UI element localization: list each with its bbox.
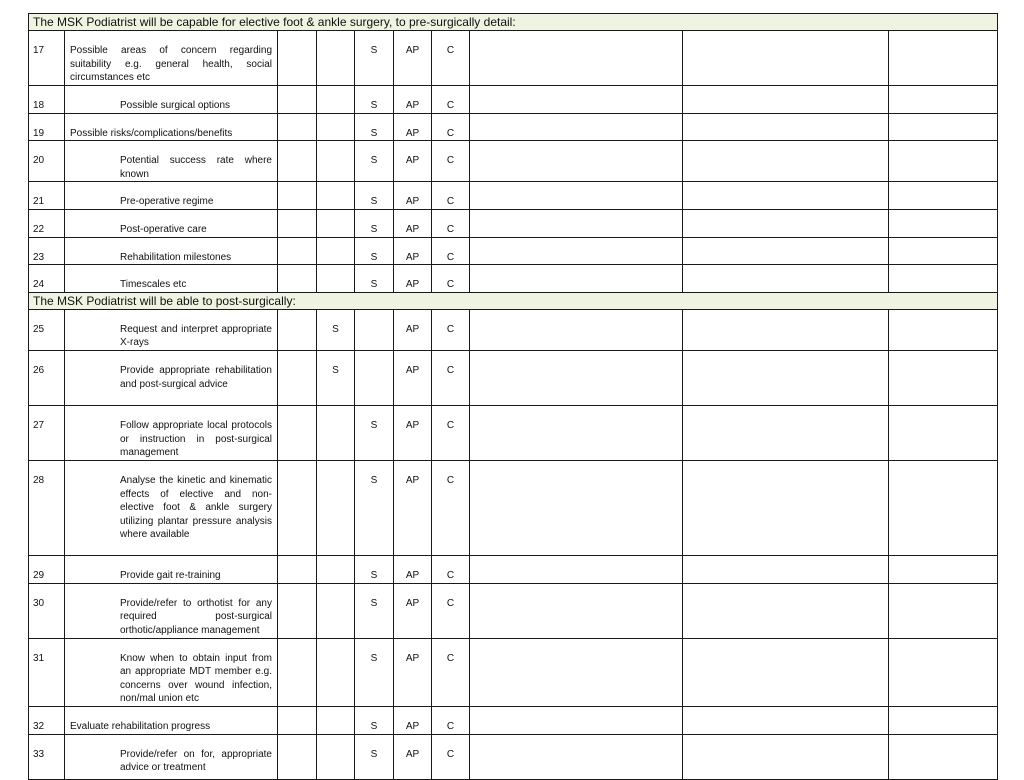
evidence-cell bbox=[470, 209, 683, 237]
item-number: 29 bbox=[29, 555, 65, 583]
level-cell-c: C bbox=[432, 31, 470, 86]
comments-cell bbox=[683, 350, 889, 405]
table-row bbox=[29, 113, 998, 141]
level-cell-b: S bbox=[355, 405, 394, 460]
blank-cell bbox=[278, 182, 317, 210]
level-cell-ap: AP bbox=[394, 706, 432, 734]
item-number: 20 bbox=[29, 141, 65, 182]
level-cell-a: S bbox=[317, 309, 355, 350]
level-cell-b: S bbox=[355, 209, 394, 237]
item-description: Potential success rate where known bbox=[65, 141, 278, 182]
section-header bbox=[29, 292, 998, 309]
level-cell-b bbox=[355, 350, 394, 405]
level-cell-a bbox=[317, 113, 355, 141]
signoff-cell bbox=[889, 265, 998, 293]
level-cell-a bbox=[317, 706, 355, 734]
level-cell-b: S bbox=[355, 460, 394, 555]
level-cell-ap: AP bbox=[394, 141, 432, 182]
comments-cell bbox=[683, 31, 889, 86]
item-number: 17 bbox=[29, 31, 65, 86]
signoff-cell bbox=[889, 86, 998, 114]
signoff-cell bbox=[889, 309, 998, 350]
level-cell-a bbox=[317, 460, 355, 555]
evidence-cell bbox=[470, 141, 683, 182]
level-cell-ap: AP bbox=[394, 405, 432, 460]
item-description: Possible risks/complications/benefits bbox=[65, 113, 278, 141]
comments-cell bbox=[683, 638, 889, 706]
item-description: Provide/refer on for, appropriate advice or treatment bbox=[65, 734, 278, 779]
table-row bbox=[29, 734, 998, 779]
level-cell-ap: AP bbox=[394, 460, 432, 555]
signoff-cell bbox=[889, 113, 998, 141]
item-description: Possible areas of concern regarding suitability e.g. general health, social circumstances etc bbox=[65, 31, 278, 86]
level-cell-a bbox=[317, 141, 355, 182]
evidence-cell bbox=[470, 555, 683, 583]
level-cell-c: C bbox=[432, 734, 470, 779]
level-cell-b: S bbox=[355, 141, 394, 182]
level-cell-a bbox=[317, 86, 355, 114]
item-description: Possible surgical options bbox=[65, 86, 278, 114]
item-description: Post-operative care bbox=[65, 209, 278, 237]
signoff-cell bbox=[889, 141, 998, 182]
item-number: 19 bbox=[29, 113, 65, 141]
comments-cell bbox=[683, 309, 889, 350]
evidence-cell bbox=[470, 113, 683, 141]
comments-cell bbox=[683, 209, 889, 237]
table-row bbox=[29, 583, 998, 638]
signoff-cell bbox=[889, 31, 998, 86]
item-number: 25 bbox=[29, 309, 65, 350]
item-number: 28 bbox=[29, 460, 65, 555]
evidence-cell bbox=[470, 638, 683, 706]
signoff-cell bbox=[889, 350, 998, 405]
level-cell-c: C bbox=[432, 460, 470, 555]
item-number: 27 bbox=[29, 405, 65, 460]
evidence-cell bbox=[470, 182, 683, 210]
level-cell-b: S bbox=[355, 706, 394, 734]
level-cell-c: C bbox=[432, 405, 470, 460]
level-cell-b: S bbox=[355, 31, 394, 86]
level-cell-a bbox=[317, 31, 355, 86]
blank-cell bbox=[278, 405, 317, 460]
evidence-cell bbox=[470, 405, 683, 460]
signoff-cell bbox=[889, 706, 998, 734]
comments-cell bbox=[683, 141, 889, 182]
level-cell-c: C bbox=[432, 182, 470, 210]
item-number: 26 bbox=[29, 350, 65, 405]
blank-cell bbox=[278, 350, 317, 405]
level-cell-ap: AP bbox=[394, 734, 432, 779]
competency-table bbox=[28, 13, 998, 780]
level-cell-b: S bbox=[355, 734, 394, 779]
item-description: Pre-operative regime bbox=[65, 182, 278, 210]
evidence-cell bbox=[470, 706, 683, 734]
table-row bbox=[29, 555, 998, 583]
level-cell-a bbox=[317, 182, 355, 210]
level-cell-ap: AP bbox=[394, 265, 432, 293]
item-number: 21 bbox=[29, 182, 65, 210]
evidence-cell bbox=[470, 86, 683, 114]
level-cell-ap: AP bbox=[394, 638, 432, 706]
level-cell-c: C bbox=[432, 113, 470, 141]
level-cell-b: S bbox=[355, 555, 394, 583]
evidence-cell bbox=[470, 265, 683, 293]
signoff-cell bbox=[889, 182, 998, 210]
level-cell-ap: AP bbox=[394, 555, 432, 583]
level-cell-c: C bbox=[432, 309, 470, 350]
comments-cell bbox=[683, 583, 889, 638]
item-number: 31 bbox=[29, 638, 65, 706]
blank-cell bbox=[278, 460, 317, 555]
level-cell-ap: AP bbox=[394, 309, 432, 350]
level-cell-ap: AP bbox=[394, 237, 432, 265]
comments-cell bbox=[683, 86, 889, 114]
level-cell-c: C bbox=[432, 237, 470, 265]
level-cell-b: S bbox=[355, 86, 394, 114]
evidence-cell bbox=[470, 309, 683, 350]
level-cell-a bbox=[317, 555, 355, 583]
level-cell-ap: AP bbox=[394, 350, 432, 405]
blank-cell bbox=[278, 141, 317, 182]
blank-cell bbox=[278, 309, 317, 350]
blank-cell bbox=[278, 583, 317, 638]
level-cell-ap: AP bbox=[394, 583, 432, 638]
comments-cell bbox=[683, 555, 889, 583]
item-number: 22 bbox=[29, 209, 65, 237]
table-row bbox=[29, 706, 998, 734]
item-description: Provide/refer to orthotist for any required post-surgical orthotic/appliance management bbox=[65, 583, 278, 638]
level-cell-c: C bbox=[432, 265, 470, 293]
item-description: Know when to obtain input from an appropriate MDT member e.g. concerns over wound infection, non/mal union etc bbox=[65, 638, 278, 706]
level-cell-a bbox=[317, 734, 355, 779]
item-number: 23 bbox=[29, 237, 65, 265]
signoff-cell bbox=[889, 734, 998, 779]
level-cell-ap: AP bbox=[394, 86, 432, 114]
table-row bbox=[29, 350, 998, 405]
table-row bbox=[29, 31, 998, 86]
blank-cell bbox=[278, 31, 317, 86]
item-number: 32 bbox=[29, 706, 65, 734]
table-row bbox=[29, 141, 998, 182]
level-cell-b: S bbox=[355, 182, 394, 210]
item-description: Rehabilitation milestones bbox=[65, 237, 278, 265]
comments-cell bbox=[683, 405, 889, 460]
item-number: 30 bbox=[29, 583, 65, 638]
level-cell-b bbox=[355, 309, 394, 350]
signoff-cell bbox=[889, 583, 998, 638]
level-cell-b: S bbox=[355, 638, 394, 706]
comments-cell bbox=[683, 460, 889, 555]
signoff-cell bbox=[889, 638, 998, 706]
level-cell-ap: AP bbox=[394, 209, 432, 237]
item-number: 33 bbox=[29, 734, 65, 779]
signoff-cell bbox=[889, 405, 998, 460]
level-cell-b: S bbox=[355, 237, 394, 265]
level-cell-b: S bbox=[355, 265, 394, 293]
blank-cell bbox=[278, 265, 317, 293]
level-cell-c: C bbox=[432, 638, 470, 706]
level-cell-ap: AP bbox=[394, 31, 432, 86]
level-cell-c: C bbox=[432, 209, 470, 237]
signoff-cell bbox=[889, 237, 998, 265]
evidence-cell bbox=[470, 350, 683, 405]
item-description: Follow appropriate local protocols or instruction in post-surgical management bbox=[65, 405, 278, 460]
blank-cell bbox=[278, 638, 317, 706]
signoff-cell bbox=[889, 555, 998, 583]
section-header-text: The MSK Podiatrist will be able to post-surgically: bbox=[29, 292, 998, 309]
evidence-cell bbox=[470, 583, 683, 638]
level-cell-b: S bbox=[355, 583, 394, 638]
blank-cell bbox=[278, 86, 317, 114]
evidence-cell bbox=[470, 237, 683, 265]
level-cell-ap: AP bbox=[394, 113, 432, 141]
table-row bbox=[29, 460, 998, 555]
evidence-cell bbox=[470, 734, 683, 779]
item-description: Provide appropriate rehabilitation and post-surgical advice bbox=[65, 350, 278, 405]
level-cell-c: C bbox=[432, 86, 470, 114]
comments-cell bbox=[683, 182, 889, 210]
blank-cell bbox=[278, 237, 317, 265]
table-row bbox=[29, 405, 998, 460]
table-row bbox=[29, 86, 998, 114]
comments-cell bbox=[683, 265, 889, 293]
level-cell-c: C bbox=[432, 141, 470, 182]
comments-cell bbox=[683, 237, 889, 265]
table-row bbox=[29, 309, 998, 350]
comments-cell bbox=[683, 113, 889, 141]
item-number: 18 bbox=[29, 86, 65, 114]
item-description: Timescales etc bbox=[65, 265, 278, 293]
table-row bbox=[29, 182, 998, 210]
blank-cell bbox=[278, 706, 317, 734]
section-header bbox=[29, 14, 998, 31]
level-cell-c: C bbox=[432, 555, 470, 583]
signoff-cell bbox=[889, 460, 998, 555]
level-cell-ap: AP bbox=[394, 182, 432, 210]
signoff-cell bbox=[889, 209, 998, 237]
item-description: Request and interpret appropriate X-rays bbox=[65, 309, 278, 350]
table-row bbox=[29, 638, 998, 706]
item-description: Evaluate rehabilitation progress bbox=[65, 706, 278, 734]
level-cell-a bbox=[317, 405, 355, 460]
level-cell-c: C bbox=[432, 350, 470, 405]
competency-table-body bbox=[29, 14, 998, 780]
blank-cell bbox=[278, 734, 317, 779]
blank-cell bbox=[278, 555, 317, 583]
section-header-text: The MSK Podiatrist will be capable for elective foot & ankle surgery, to pre-surgically detail: bbox=[29, 14, 998, 31]
competency-sheet bbox=[28, 13, 998, 780]
level-cell-a bbox=[317, 209, 355, 237]
level-cell-b: S bbox=[355, 113, 394, 141]
evidence-cell bbox=[470, 460, 683, 555]
table-row bbox=[29, 237, 998, 265]
level-cell-a bbox=[317, 265, 355, 293]
level-cell-a bbox=[317, 638, 355, 706]
item-description: Provide gait re-training bbox=[65, 555, 278, 583]
item-number: 24 bbox=[29, 265, 65, 293]
item-description: Analyse the kinetic and kinematic effects of elective and non-elective foot & ankle surgery utilizing plantar pressure analysis where available bbox=[65, 460, 278, 555]
level-cell-a bbox=[317, 237, 355, 265]
level-cell-c: C bbox=[432, 706, 470, 734]
table-row bbox=[29, 209, 998, 237]
level-cell-a: S bbox=[317, 350, 355, 405]
level-cell-c: C bbox=[432, 583, 470, 638]
blank-cell bbox=[278, 113, 317, 141]
comments-cell bbox=[683, 734, 889, 779]
level-cell-a bbox=[317, 583, 355, 638]
blank-cell bbox=[278, 209, 317, 237]
evidence-cell bbox=[470, 31, 683, 86]
table-row bbox=[29, 265, 998, 293]
comments-cell bbox=[683, 706, 889, 734]
